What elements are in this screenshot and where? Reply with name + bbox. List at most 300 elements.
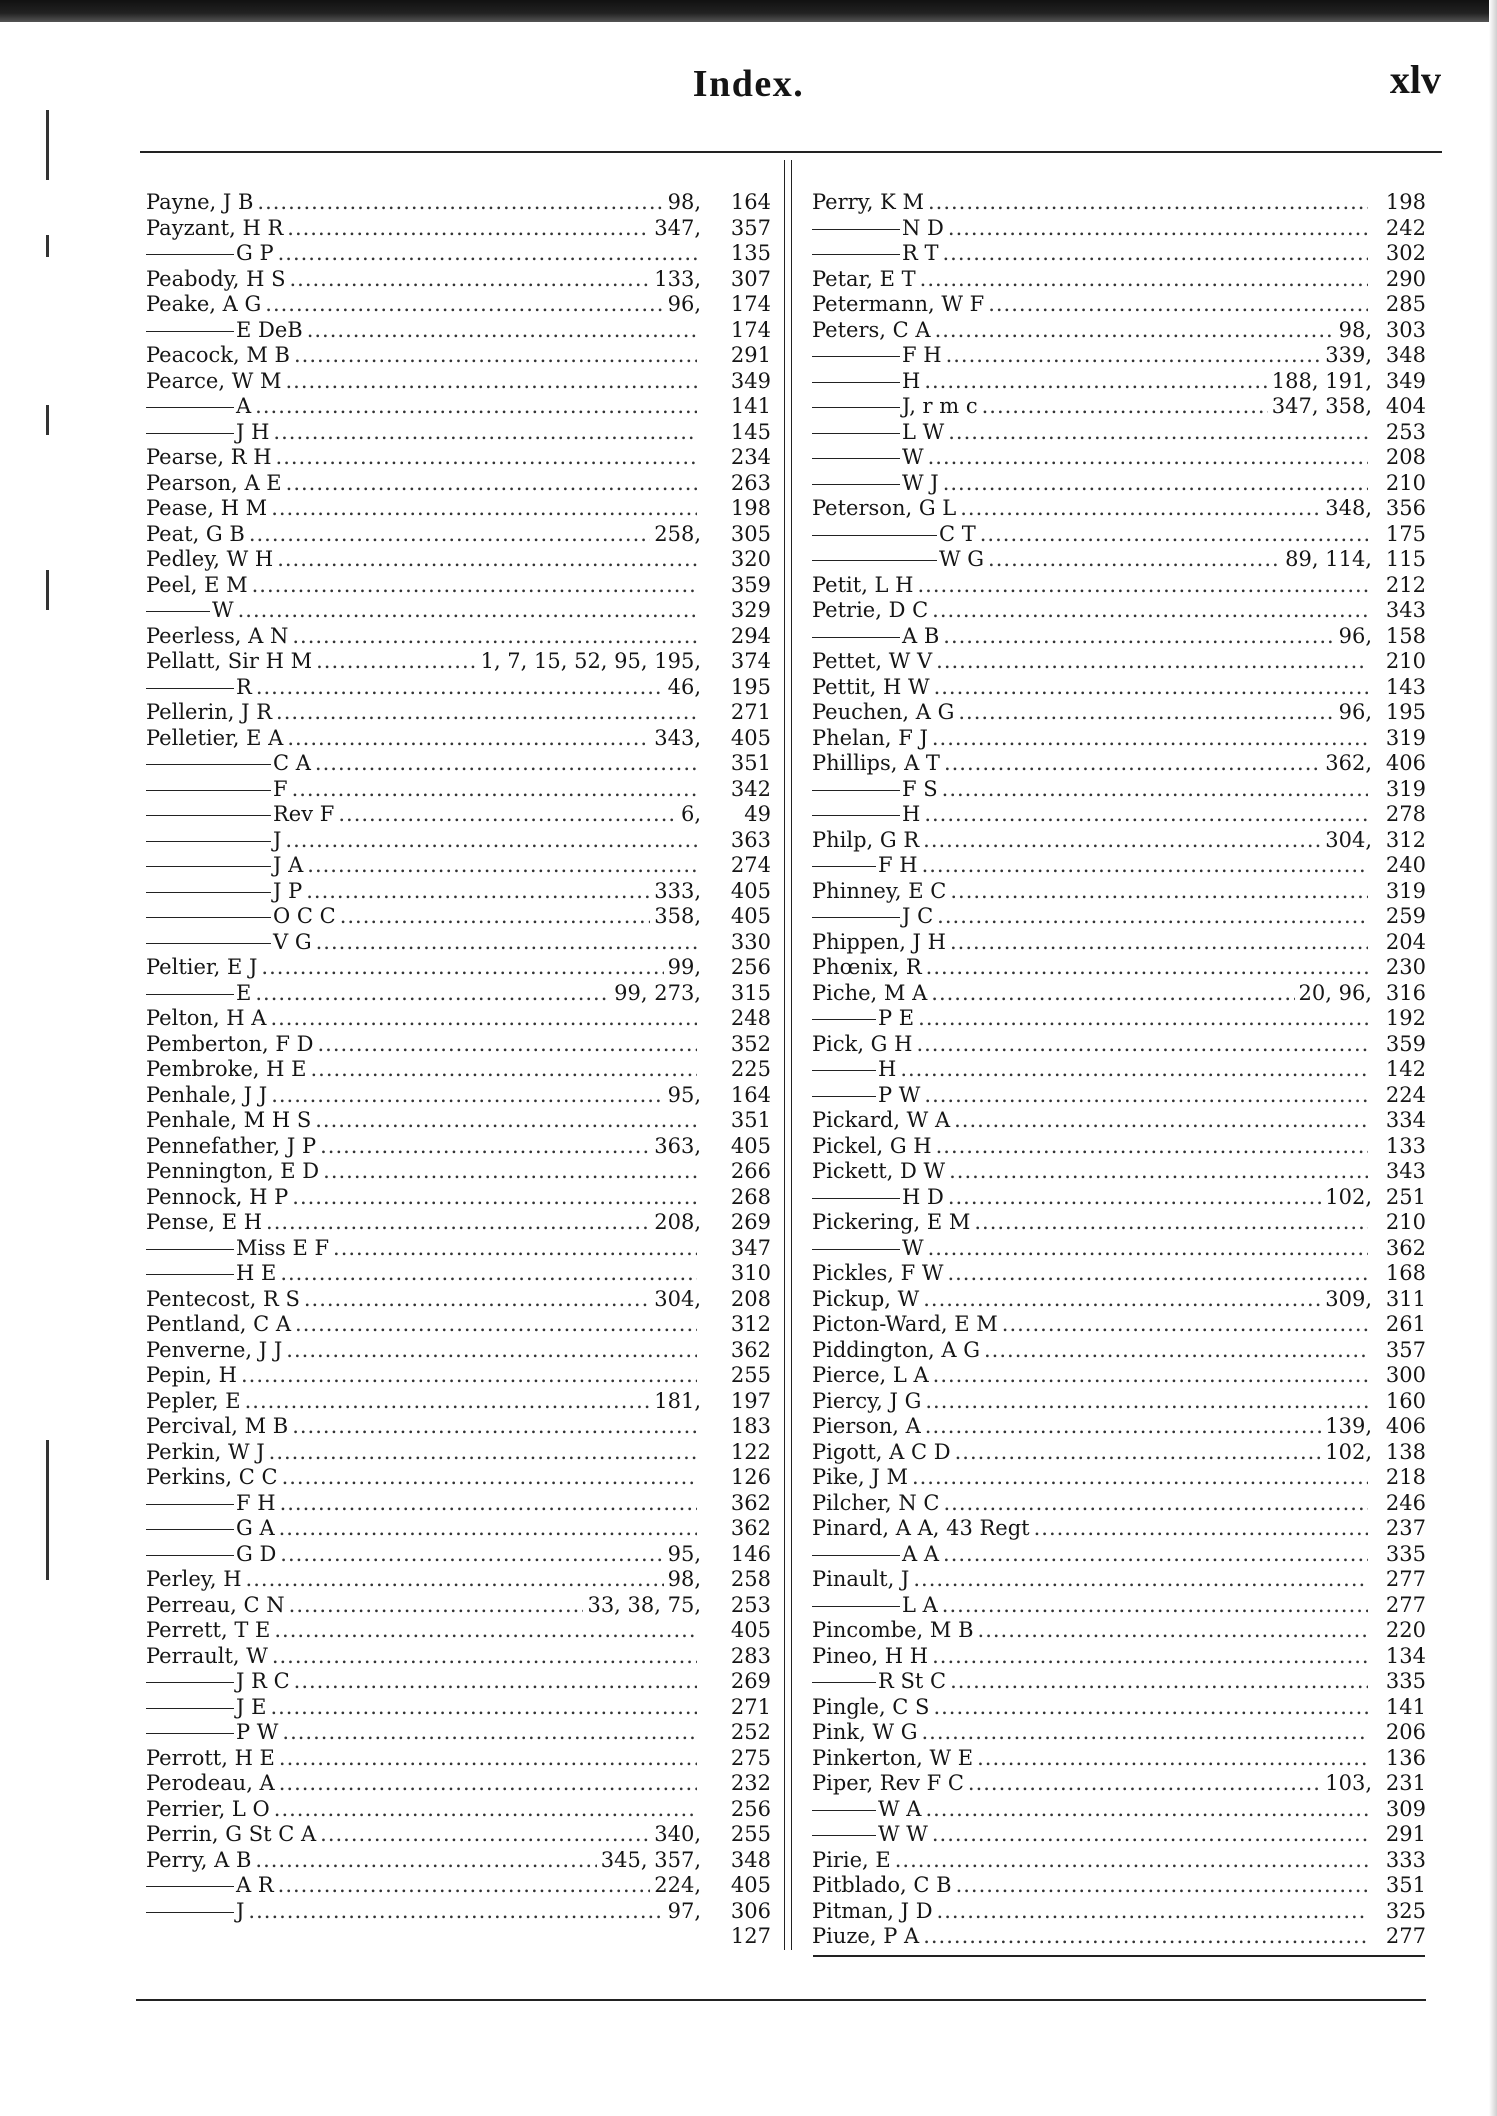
entry-name-text: Perley, H — [146, 1567, 242, 1591]
entry-name-text: Picton-Ward, E M — [812, 1312, 998, 1336]
index-entry — [146, 1108, 771, 1134]
index-entry — [812, 1465, 1426, 1491]
entry-page: 218 — [1385, 1465, 1426, 1489]
scan-border-top — [0, 0, 1497, 22]
index-entry — [812, 1771, 1426, 1797]
entry-extra-pages: 99, 273, — [614, 980, 701, 1005]
dot-leader — [256, 675, 664, 701]
entry-name — [146, 1185, 288, 1211]
entry-name — [812, 445, 924, 471]
ditto-dash — [146, 1912, 234, 1913]
dot-leader — [277, 547, 697, 573]
ditto-dash — [146, 1555, 234, 1556]
index-entry — [812, 1491, 1426, 1517]
entry-extra-pages: 333, — [654, 878, 701, 903]
entry-page: 210 — [1385, 1210, 1426, 1234]
entry-page: 374 — [730, 649, 771, 673]
dot-leader — [943, 1491, 1368, 1517]
entry-page: 362 — [730, 1337, 771, 1362]
entry-name — [812, 777, 938, 803]
entry-name-text: J — [236, 1898, 245, 1923]
entry-name — [146, 1593, 285, 1619]
entry-page: 141 — [1385, 1694, 1426, 1719]
dot-leader — [280, 1542, 663, 1568]
entry-name — [146, 1797, 270, 1823]
entry-name — [812, 1185, 944, 1211]
entry-page: 303 — [1385, 317, 1426, 342]
entry-name-text: Pike, J M — [812, 1465, 908, 1489]
dot-leader — [923, 1287, 1321, 1313]
entry-extra-pages: 304, — [1325, 827, 1372, 852]
entry-page: 309 — [1385, 1796, 1426, 1821]
index-entry — [146, 1873, 771, 1899]
dot-leader — [925, 1389, 1368, 1415]
ditto-dash — [146, 994, 234, 995]
entry-page: 127 — [730, 1924, 771, 1948]
entry-name — [812, 1057, 896, 1083]
entry-name — [146, 726, 283, 752]
entry-name — [146, 904, 336, 930]
dot-leader — [248, 1899, 663, 1925]
dot-leader — [289, 1593, 584, 1619]
entry-name — [146, 930, 312, 956]
entry-name-text: E DeB — [236, 317, 303, 342]
entry-extra-pages: 46, — [667, 674, 701, 699]
dot-leader — [317, 1032, 697, 1058]
dot-leader — [307, 853, 697, 879]
dot-leader — [279, 1746, 697, 1772]
entry-name-text: O C C — [273, 904, 336, 928]
index-entry — [146, 1134, 771, 1160]
dot-leader — [270, 1006, 697, 1032]
index-entry — [812, 547, 1426, 573]
entry-page: 319 — [1385, 776, 1426, 801]
entry-name-text: F H — [236, 1490, 276, 1515]
dot-leader — [950, 879, 1368, 905]
entry-page: 208 — [730, 1286, 771, 1311]
dot-leader — [932, 726, 1368, 752]
entry-name-text: Peters, C A — [812, 317, 931, 342]
entry-page: 224 — [1385, 1082, 1426, 1107]
dot-leader — [958, 700, 1334, 726]
entry-name-text: Pigott, A C D — [812, 1439, 951, 1464]
index-entry — [146, 853, 771, 879]
dot-leader — [920, 267, 1368, 293]
entry-name-text: Pick, G H — [812, 1031, 913, 1056]
entry-name — [146, 879, 302, 905]
index-entry — [146, 420, 771, 446]
dot-leader — [292, 777, 697, 803]
ditto-dash — [812, 433, 900, 434]
entry-page: 405 — [730, 878, 771, 903]
index-entry — [812, 1644, 1426, 1670]
entry-page: 357 — [1385, 1337, 1426, 1362]
entry-name — [812, 1669, 946, 1695]
index-entry — [812, 420, 1426, 446]
index-entry — [146, 981, 771, 1007]
entry-name-text: Penverne, J J — [146, 1337, 283, 1362]
entry-page: 160 — [1385, 1388, 1426, 1413]
entry-name — [812, 1542, 939, 1568]
entry-page: 145 — [730, 419, 771, 444]
index-entry — [146, 726, 771, 752]
entry-page: 302 — [1385, 241, 1426, 265]
ditto-dash — [812, 1835, 876, 1836]
bottom-rule — [136, 1999, 1426, 2001]
ditto-dash — [146, 688, 234, 689]
entry-page: 248 — [730, 1006, 771, 1030]
entry-name — [812, 471, 939, 497]
entry-name — [812, 369, 920, 395]
entry-name-text: F H — [878, 853, 918, 877]
index-entry — [812, 1720, 1426, 1746]
entry-name — [146, 649, 312, 675]
ditto-dash — [146, 764, 271, 765]
ditto-dash — [812, 1606, 900, 1607]
entry-extra-pages: 181, — [654, 1388, 701, 1413]
entry-page: 343 — [1385, 1159, 1426, 1183]
index-entry — [812, 1185, 1426, 1211]
entry-name-text: Pingle, C S — [812, 1694, 930, 1719]
entry-page: 259 — [1385, 904, 1426, 928]
entry-name — [146, 624, 288, 650]
entry-name-text: Penhale, M H S — [146, 1108, 312, 1132]
entry-page: 133 — [1385, 1133, 1426, 1158]
ditto-dash — [812, 1249, 900, 1250]
entry-page: 330 — [730, 929, 771, 954]
ditto-dash — [812, 637, 900, 638]
index-entry — [146, 445, 771, 471]
dot-leader — [338, 802, 677, 828]
entry-page: 164 — [730, 1082, 771, 1107]
entry-name-text: Miss E F — [236, 1235, 330, 1260]
entry-page: 335 — [1385, 1541, 1426, 1566]
ditto-dash — [146, 1886, 234, 1887]
dot-leader — [271, 496, 697, 522]
entry-name — [146, 1669, 290, 1695]
entry-name — [812, 675, 930, 701]
index-entry — [812, 751, 1426, 777]
entry-page: 325 — [1385, 1898, 1426, 1923]
entry-page: 362 — [1385, 1235, 1426, 1260]
entry-name-text: Pineo, H H — [812, 1643, 929, 1668]
dot-leader — [947, 1261, 1368, 1287]
dot-leader — [942, 777, 1368, 803]
entry-name — [812, 190, 924, 216]
entry-name-text: Pemberton, F D — [146, 1031, 314, 1056]
dot-leader — [276, 445, 697, 471]
entry-page: 357 — [730, 215, 771, 240]
dot-leader — [942, 1593, 1368, 1619]
dot-leader — [280, 1491, 697, 1517]
ditto-dash — [146, 790, 271, 791]
entry-name-text: J H — [236, 419, 270, 444]
entry-name-text: Perodeau, A — [146, 1771, 275, 1795]
entry-name-text: Pickles, F W — [812, 1261, 944, 1285]
index-entry — [812, 1440, 1426, 1466]
index-entry — [812, 1873, 1426, 1899]
entry-name — [812, 1899, 933, 1925]
entry-name-text: F S — [902, 776, 938, 801]
index-entry — [812, 1083, 1426, 1109]
entry-page: 359 — [1385, 1031, 1426, 1056]
entry-page: 206 — [1385, 1720, 1426, 1744]
entry-name-text: Pepin, H — [146, 1363, 237, 1387]
dot-leader — [980, 522, 1368, 548]
entry-name — [812, 1108, 950, 1134]
entry-name-text: Pelletier, E A — [146, 725, 284, 750]
entry-name-text: Pepler, E — [146, 1388, 241, 1413]
entry-name-text: Pinault, J — [812, 1567, 910, 1591]
dot-leader — [918, 1006, 1368, 1032]
index-entry — [146, 1797, 771, 1823]
ditto-dash — [812, 866, 876, 867]
entry-name-text: Pierson, A — [812, 1414, 921, 1438]
page-number: xlv — [1389, 57, 1441, 102]
entry-page: 252 — [730, 1720, 771, 1744]
entry-page: 141 — [730, 394, 771, 418]
dot-leader — [333, 1236, 697, 1262]
entry-name-text: Petit, L H — [812, 572, 914, 597]
index-entry — [812, 649, 1426, 675]
entry-name-text: Pirie, E — [812, 1847, 891, 1872]
entry-name-text: Pense, E H — [146, 1210, 263, 1234]
dot-leader — [932, 1644, 1368, 1670]
entry-extra-pages: 20, 96, — [1298, 980, 1372, 1005]
index-entry — [812, 879, 1426, 905]
entry-name-text: Pearson, A E — [146, 470, 282, 495]
entry-name-text: Payzant, H R — [146, 215, 284, 240]
entry-page: 300 — [1385, 1363, 1426, 1387]
entry-name — [812, 573, 914, 599]
entry-name — [812, 420, 944, 446]
entry-name-text: Peacock, M B — [146, 343, 290, 367]
entry-page: 362 — [730, 1516, 771, 1540]
page-title: Index. — [692, 63, 805, 105]
index-entry — [812, 1287, 1426, 1313]
ditto-dash — [146, 917, 271, 918]
ditto-dash — [812, 815, 900, 816]
index-entry — [812, 624, 1426, 650]
dot-leader — [968, 1771, 1321, 1797]
dot-leader — [943, 1542, 1368, 1568]
entry-name-text: Pedley, W H — [146, 547, 274, 571]
entry-name — [812, 1516, 1030, 1542]
index-entry — [812, 1057, 1426, 1083]
entry-name-text: W — [902, 1235, 924, 1260]
entry-page: 195 — [1385, 700, 1426, 724]
entry-page: 197 — [730, 1388, 771, 1413]
entry-name-text: Pierce, L A — [812, 1363, 929, 1387]
entry-page: 212 — [1385, 572, 1426, 597]
dot-leader — [320, 1134, 650, 1160]
entry-page: 256 — [730, 955, 771, 979]
entry-name-text: Phelan, F J — [812, 725, 928, 750]
entry-name — [146, 1389, 241, 1415]
ditto-dash — [146, 1682, 234, 1683]
scan-border-right — [1489, 0, 1497, 2116]
entry-name — [812, 1924, 919, 1950]
entry-page: 349 — [1385, 368, 1426, 393]
entry-page: 406 — [1385, 751, 1426, 775]
entry-name — [812, 904, 933, 930]
entry-page: 138 — [1385, 1439, 1426, 1464]
entry-page: 271 — [730, 1694, 771, 1719]
entry-name-text: R St C — [878, 1669, 947, 1693]
entry-page: 198 — [730, 496, 771, 520]
index-entry — [146, 777, 771, 803]
entry-name-text: P W — [236, 1720, 279, 1744]
index-entry — [812, 1924, 1426, 1950]
index-entry — [146, 1899, 771, 1925]
dot-leader — [934, 675, 1368, 701]
ditto-dash — [812, 535, 937, 536]
entry-page: 291 — [730, 343, 771, 367]
entry-name — [812, 930, 946, 956]
entry-page: 406 — [1385, 1414, 1426, 1438]
entry-page: 198 — [1385, 190, 1426, 214]
entry-page: 204 — [1385, 929, 1426, 954]
entry-page: 246 — [1385, 1490, 1426, 1515]
entry-extra-pages: 1, 7, 15, 52, 95, 195, — [480, 649, 701, 673]
entry-name-text: Perry, A B — [146, 1847, 252, 1872]
entry-name — [146, 1695, 266, 1721]
dot-leader — [943, 471, 1368, 497]
index-entry — [812, 1797, 1426, 1823]
dot-leader — [340, 904, 651, 930]
dot-leader — [928, 190, 1368, 216]
index-entry — [146, 955, 771, 981]
entry-extra-pages: 97, — [667, 1898, 701, 1923]
ditto-dash — [146, 1249, 234, 1250]
entry-name — [146, 1720, 278, 1746]
index-entry — [812, 573, 1426, 599]
index-entry — [812, 904, 1426, 930]
entry-extra-pages: 139, — [1325, 1414, 1372, 1438]
entry-name — [812, 751, 940, 777]
ditto-dash — [812, 407, 900, 408]
index-entry — [812, 802, 1426, 828]
dot-leader — [982, 394, 1268, 420]
index-entry — [146, 1924, 771, 1950]
entry-page: 310 — [730, 1261, 771, 1285]
entry-name — [812, 1771, 964, 1797]
dot-leader — [294, 343, 697, 369]
index-entry — [812, 1414, 1426, 1440]
dot-leader — [255, 981, 610, 1007]
entry-name — [812, 853, 918, 879]
entry-name — [146, 1746, 275, 1772]
dot-leader — [316, 930, 697, 956]
entry-name — [146, 522, 245, 548]
entry-name-text: Peabody, H S — [146, 266, 286, 291]
entry-page: 356 — [1385, 496, 1426, 520]
index-entry — [146, 1746, 771, 1772]
entry-extra-pages: 208, — [654, 1210, 701, 1234]
entry-name — [812, 267, 916, 293]
entry-name-text: J — [273, 827, 282, 852]
dot-leader — [943, 241, 1369, 267]
entry-name — [812, 1312, 998, 1338]
dot-leader — [954, 1108, 1368, 1134]
entry-name — [146, 394, 251, 420]
dot-leader — [310, 1057, 697, 1083]
entry-name-text: Piper, Rev F C — [812, 1771, 964, 1795]
dot-leader — [292, 1185, 697, 1211]
entry-page: 210 — [1385, 649, 1426, 673]
entry-extra-pages: 98, — [1338, 317, 1372, 342]
index-entry — [146, 1210, 771, 1236]
index-entry — [146, 369, 771, 395]
entry-name — [146, 700, 272, 726]
entry-name-text: G P — [236, 241, 274, 265]
dot-leader — [271, 1083, 663, 1109]
entry-extra-pages: 347, 358, — [1271, 394, 1372, 418]
ditto-dash — [812, 254, 900, 255]
index-entry — [146, 318, 771, 344]
dot-leader — [282, 1465, 697, 1491]
entry-name — [812, 700, 954, 726]
entry-name — [812, 1491, 939, 1517]
entry-name-text: Perreau, C N — [146, 1592, 285, 1617]
entry-name-text: Piche, M A — [812, 980, 928, 1005]
ditto-dash — [146, 866, 271, 867]
entry-page: 266 — [730, 1159, 771, 1183]
entry-name-text: Peltier, E J — [146, 955, 258, 979]
entry-name — [146, 318, 303, 344]
dot-leader — [913, 1567, 1368, 1593]
entry-page: 277 — [1385, 1924, 1426, 1948]
entry-page: 275 — [730, 1745, 771, 1770]
dot-leader — [276, 700, 697, 726]
index-entry — [812, 675, 1426, 701]
ditto-dash — [812, 1555, 900, 1556]
entry-page: 351 — [730, 1108, 771, 1132]
dot-leader — [948, 1185, 1321, 1211]
ditto-dash — [146, 841, 271, 842]
entry-name-text: J C — [902, 904, 934, 928]
entry-extra-pages: 304, — [654, 1286, 701, 1311]
index-entry — [146, 1593, 771, 1619]
index-entry — [812, 1567, 1426, 1593]
entry-name-text: Percival, M B — [146, 1414, 289, 1438]
dot-leader — [1034, 1516, 1368, 1542]
entry-page: 175 — [1385, 521, 1426, 546]
index-entry — [146, 1083, 771, 1109]
ditto-dash — [812, 1019, 876, 1020]
entry-page: 348 — [730, 1847, 771, 1872]
entry-page: 115 — [1385, 547, 1426, 571]
entry-page: 277 — [1385, 1567, 1426, 1591]
entry-name-text: G D — [236, 1541, 277, 1566]
entry-name-text: Pickup, W — [812, 1286, 920, 1311]
entry-page: 405 — [730, 904, 771, 928]
entry-name — [146, 1006, 266, 1032]
index-entry — [146, 547, 771, 573]
entry-name — [812, 624, 939, 650]
dot-leader — [936, 1134, 1368, 1160]
index-entry — [812, 1899, 1426, 1925]
dot-leader — [924, 369, 1267, 395]
entry-name — [812, 879, 946, 905]
entry-name — [812, 1695, 929, 1721]
entry-name-text: Pease, H M — [146, 496, 268, 520]
entry-page: 290 — [1385, 266, 1426, 291]
index-entry — [146, 1287, 771, 1313]
entry-extra-pages: 345, 357, — [600, 1847, 701, 1872]
entry-page: 291 — [1385, 1822, 1426, 1846]
entry-extra-pages: 99, — [667, 955, 701, 979]
